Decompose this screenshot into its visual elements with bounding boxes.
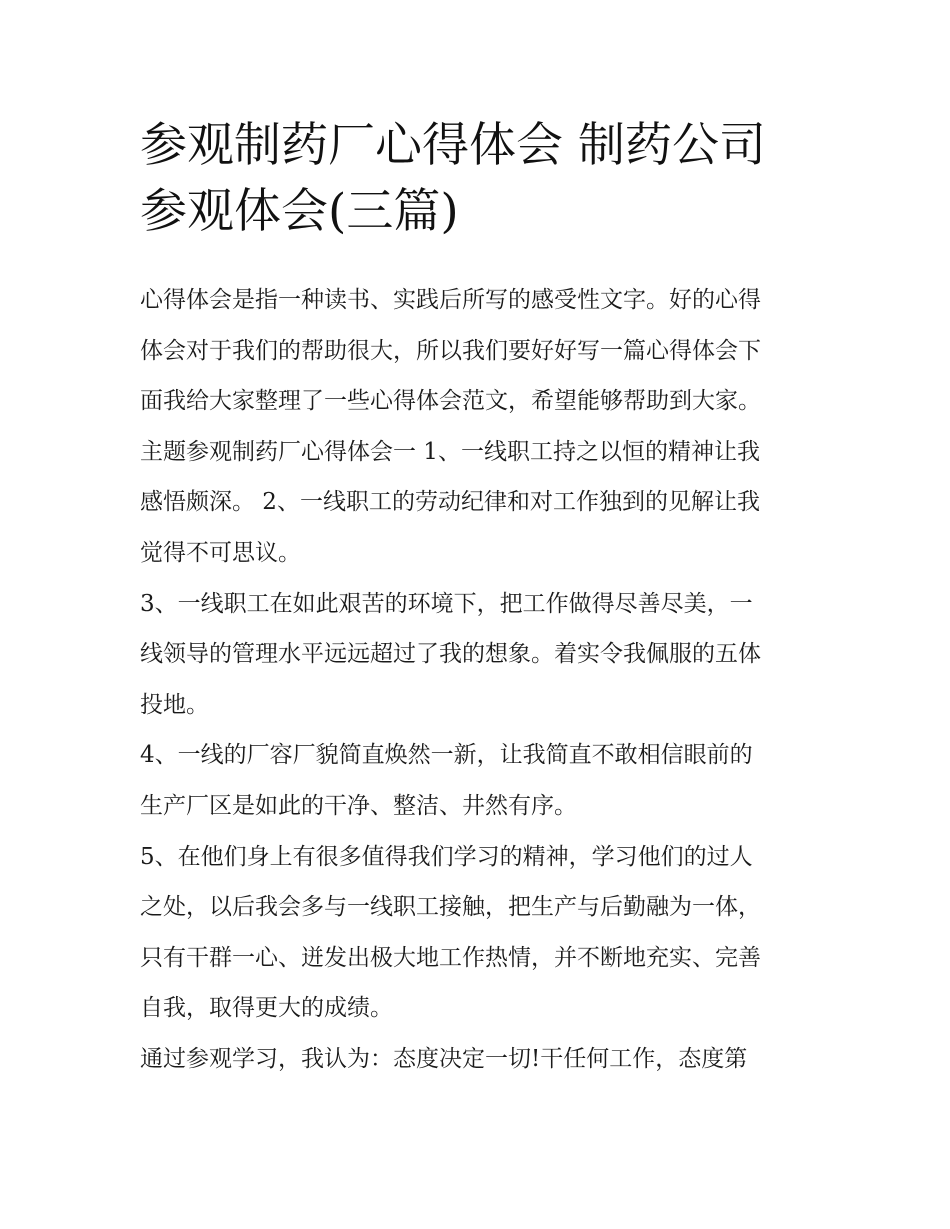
text-line: 生产厂区是如此的干净、整洁、井然有序。 — [140, 792, 577, 819]
document-title — [140, 113, 820, 245]
document-body — [140, 275, 820, 1085]
text-line: 投地。 — [140, 691, 209, 718]
text-line: 之处，以后我会多与一线职工接触，把生产与后勤融为一体， — [140, 894, 761, 921]
text-line: 觉得不可思议。 — [140, 539, 301, 566]
text-line: 4、一线的厂容厂貌简直焕然一新，让我简直不敢相信眼前的 — [140, 742, 753, 769]
point-3-paragraph — [140, 579, 820, 731]
text-line: 面我给大家整理了一些心得体会范文，希望能够帮助到大家。 — [140, 388, 761, 415]
title-line-2: 参观体会(三篇) — [140, 184, 459, 239]
text-line: 只有干群一心、迸发出极大地工作热情，并不断地充实、完善 — [140, 944, 761, 971]
point-4-paragraph — [140, 730, 820, 831]
title-line-1: 参观制药厂心得体会 制药公司 — [140, 118, 766, 173]
text-line: 5、在他们身上有很多值得我们学习的精神，学习他们的过人 — [140, 843, 753, 870]
text-line: 自我，取得更大的成绩。 — [140, 995, 393, 1022]
text-line: 主题参观制药厂心得体会一 1、一线职工持之以恒的精神让我 — [140, 438, 760, 465]
conclusion-paragraph — [140, 1034, 820, 1085]
text-line: 3、一线职工在如此艰苦的环境下，把工作做得尽善尽美，一 — [140, 590, 753, 617]
intro-paragraph — [140, 275, 820, 579]
text-line: 感悟颇深。 2、一线职工的劳动纪律和对工作独到的见解让我 — [140, 489, 760, 516]
point-5-paragraph — [140, 832, 820, 1034]
text-line: 体会对于我们的帮助很大，所以我们要好好写一篇心得体会下 — [140, 337, 761, 364]
text-line: 线领导的管理水平远远超过了我的想象。着实令我佩服的五体 — [140, 641, 761, 668]
text-line: 心得体会是指一种读书、实践后所写的感受性文字。好的心得 — [140, 287, 761, 313]
text-line: 通过参观学习，我认为：态度决定一切!干任何工作，态度第 — [140, 1045, 748, 1072]
